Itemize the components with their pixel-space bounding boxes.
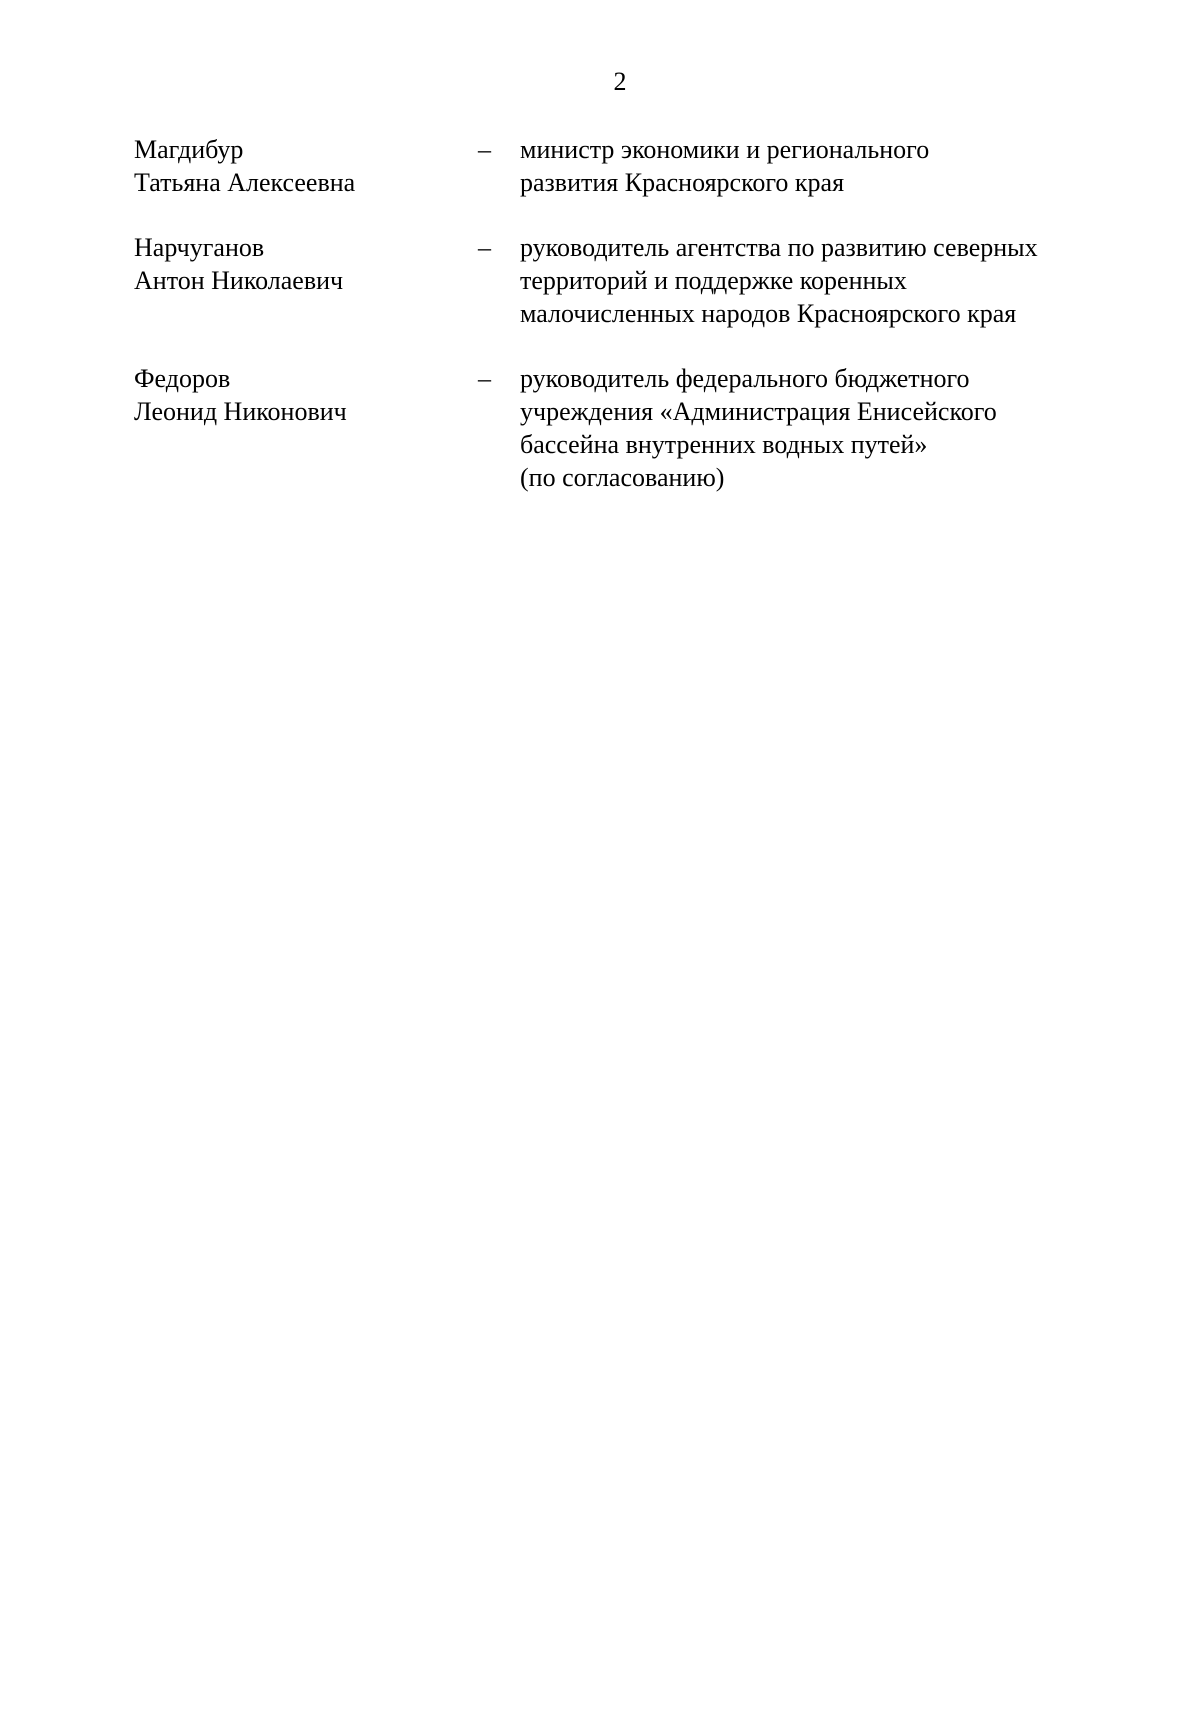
member-name (134, 133, 464, 199)
member-position (520, 362, 1080, 494)
member-surname: Федоров (134, 364, 231, 393)
position-line: учреждения «Администрация Енисейского (520, 397, 997, 426)
page-number: 2 (613, 67, 627, 96)
position-line: малочисленных народов Красноярского края (520, 299, 1017, 328)
member-given-names: Леонид Никонович (134, 397, 347, 426)
position-line: территорий и поддержке коренных (520, 266, 907, 295)
member-position (520, 133, 1080, 199)
position-line: (по согласованию) (520, 463, 725, 492)
entry-dash: – (478, 364, 491, 393)
member-position (520, 231, 1080, 330)
entry-dash: – (478, 233, 491, 262)
position-line: развития Красноярского края (520, 168, 845, 197)
member-given-names: Антон Николаевич (134, 266, 344, 295)
position-line: бассейна внутренних водных путей» (520, 430, 928, 459)
member-given-names: Татьяна Алексеевна (134, 168, 356, 197)
member-surname: Магдибур (134, 135, 244, 164)
member-name (134, 362, 464, 428)
entry-dash: – (478, 135, 491, 164)
position-line: руководитель федерального бюджетного (520, 364, 970, 393)
position-line: руководитель агентства по развитию северных (520, 233, 1038, 262)
position-line: министр экономики и регионального (520, 135, 930, 164)
member-name (134, 231, 464, 297)
member-surname: Нарчуганов (134, 233, 265, 262)
